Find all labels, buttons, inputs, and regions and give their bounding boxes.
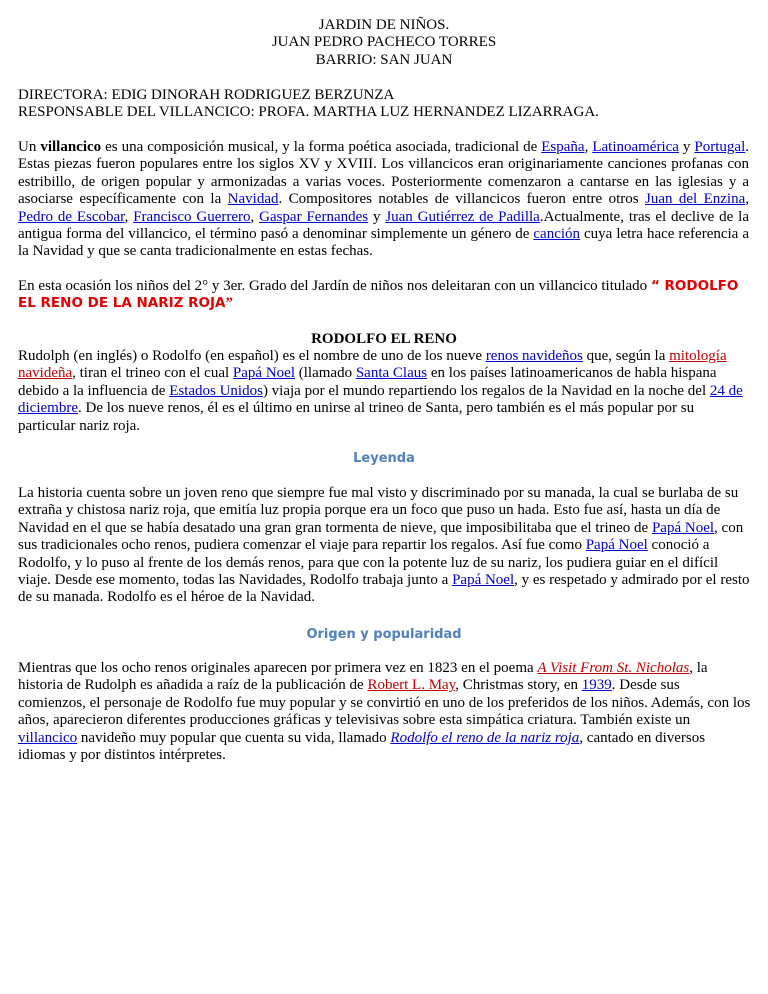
link-santa-claus[interactable]: Santa Claus: [355, 365, 428, 382]
link-latinoamerica[interactable]: Latinoamérica: [592, 139, 679, 155]
leyenda-paragraph: La historia cuenta sobre un joven reno que siempre fue mal visto y discriminado por su manada, la cual se burlaba de su extraña y chistosa nariz roja, que emitía luz propia porque era un foco que puso un hada. Esto fue así, hasta un día de Navidad en el que se había desatado una gran gran tormenta de nieve, que imposibilitaba que el trineo de Papá Noel, con sus tradicionales ocho renos, pudiera comenzar el viaje para repartir los regalos. Así fue como Papá Noel conoció a Rodolfo, y lo puso al frente de los demás renos, para que con la potente luz de su nariz, los pudiera guiar en el difícil viaje. Desde ese momento, todas las Navidades, Rodolfo trabaja junto a Papá Noel, y es respetado y admirado por el resto de su manada. Rodolfo es el héroe de la Navidad.: [18, 485, 750, 606]
link-renos-navidenos[interactable]: renos navideños: [485, 348, 583, 364]
school-header: [0, 17, 768, 69]
intro-paragraph: Un villancico es una composición musical, y la forma poética asociada, tradicional de España, Latinoamérica y Portugal. Estas piezas fueron populares entre los siglos XV y XVIII. Los villancicos eran originariamente canciones profanas con estribillo, de origen popular y armonizadas a varias voces. Posteriormente comenzaron a cantarse en las iglesias y a asociarse específicamente con la Navidad. Compositores notables de villancicos fueron entre otros Juan del Enzina, Pedro de Escobar, Francisco Guerrero, Gaspar Fernandes y Juan Gutiérrez de Padilla.Actualmente, tras el declive de la antigua forma del villancico, el término pasó a denominar simplemente un género de canción cuya letra hace referencia a la Navidad y que se canta tradicionalmente en estas fechas.: [18, 139, 750, 260]
song-title-close-quote: ”: [225, 295, 233, 312]
link-juan-del-enzina[interactable]: Juan del Enzina: [645, 191, 746, 208]
link-navidad[interactable]: Navidad: [227, 191, 279, 208]
link-gaspar-fernandes[interactable]: Gaspar Fernandes: [259, 208, 369, 225]
occasion-paragraph: En esta ocasión los niños del 2° y 3er. Grado del Jardín de niños nos deleitaran con un villancico titulado “ RODOLFO EL RENO DE LA NARIZ ROJA”: [18, 278, 739, 312]
link-pedro-de-escobar[interactable]: Pedro de Escobar: [18, 208, 125, 225]
reno-paragraph: Rudolph (en inglés) o Rodolfo (en español) es el nombre de uno de los nueve renos navideños que, según la mitología navideña, tiran el trineo con el cual Papá Noel (llamado Santa Claus en los países latinoamericanos de habla hispana debido a la influencia de Estados Unidos) viaja por el mundo repartiendo los regalos de la Navidad en la noche del 24 de diciembre. De los nueve renos, él es el último en unirse al trineo de Santa, pero también es el más popular por su particular nariz roja.: [18, 348, 743, 434]
link-mitologia-navidena[interactable]: mitología navideña: [18, 348, 727, 382]
link-francisco-guerrero[interactable]: Francisco Guerrero: [133, 208, 251, 225]
responsible-line: RESPONSABLE DEL VILLANCICO: PROFA. MARTHA LUZ HERNANDEZ LIZARRAGA.: [18, 104, 599, 121]
link-espana[interactable]: España: [541, 139, 585, 155]
song-title-part1: “ RODOLFO: [650, 278, 739, 294]
link-papa-noel[interactable]: Papá Noel: [232, 365, 295, 382]
link-cancion[interactable]: canción: [533, 226, 581, 243]
link-rodolfo-el-reno-song[interactable]: Rodolfo el reno de la nariz roja: [390, 729, 580, 746]
school-type: JARDIN DE NIÑOS.: [318, 17, 450, 33]
leyenda-heading: Leyenda: [353, 451, 415, 466]
reno-section-title: RODOLFO EL RENO: [311, 331, 457, 347]
link-robert-l-may[interactable]: Robert L. May: [367, 677, 456, 694]
song-title-part2: EL RENO DE LA NARIZ ROJA: [18, 295, 226, 312]
link-24-de-diciembre[interactable]: 24 de diciembre: [18, 382, 743, 417]
school-name: JUAN PEDRO PACHECO TORRES: [271, 34, 497, 51]
link-papa-noel-3[interactable]: Papá Noel: [452, 572, 515, 589]
origen-heading: Origen y popularidad: [306, 627, 462, 642]
link-estados-unidos[interactable]: Estados Unidos: [169, 382, 263, 399]
director-line: DIRECTORA: EDIG DINORAH RODRIGUEZ BERZUNZA: [18, 87, 395, 103]
link-1939[interactable]: 1939: [581, 677, 612, 694]
villancico-term: villancico: [40, 139, 102, 155]
school-neighborhood: BARRIO: SAN JUAN: [315, 51, 453, 68]
link-villancico[interactable]: villancico: [18, 729, 78, 746]
staff-block: [18, 87, 758, 122]
origen-paragraph: Mientras que los ocho renos originales aparecen por primera vez en 1823 en el poema A Visit From St. Nicholas, la historia de Rudolph es añadida a raíz de la publicación de Robert L. May, Christmas story, en 1939. Desde sus comienzos, el personaje de Rodolfo fue muy popular y se convirtió en uno de los preferidos de los niños. Además, con los años, aparecieron diferentes producciones gráficas y televisivas sobre esta simpática criatura. También existe un villancico navideño muy popular que cuenta su vida, llamado Rodolfo el reno de la nariz roja, cantado en diversos idiomas y por distintos intérpretes.: [18, 660, 751, 764]
link-papa-noel-1[interactable]: Papá Noel: [651, 519, 715, 536]
link-juan-gutierrez-de-padilla[interactable]: Juan Gutiérrez de Padilla: [385, 208, 540, 225]
link-portugal[interactable]: Portugal: [694, 139, 746, 155]
link-papa-noel-2[interactable]: Papá Noel: [585, 537, 648, 554]
link-a-visit-from-st-nicholas[interactable]: A Visit From St. Nicholas: [537, 660, 690, 676]
